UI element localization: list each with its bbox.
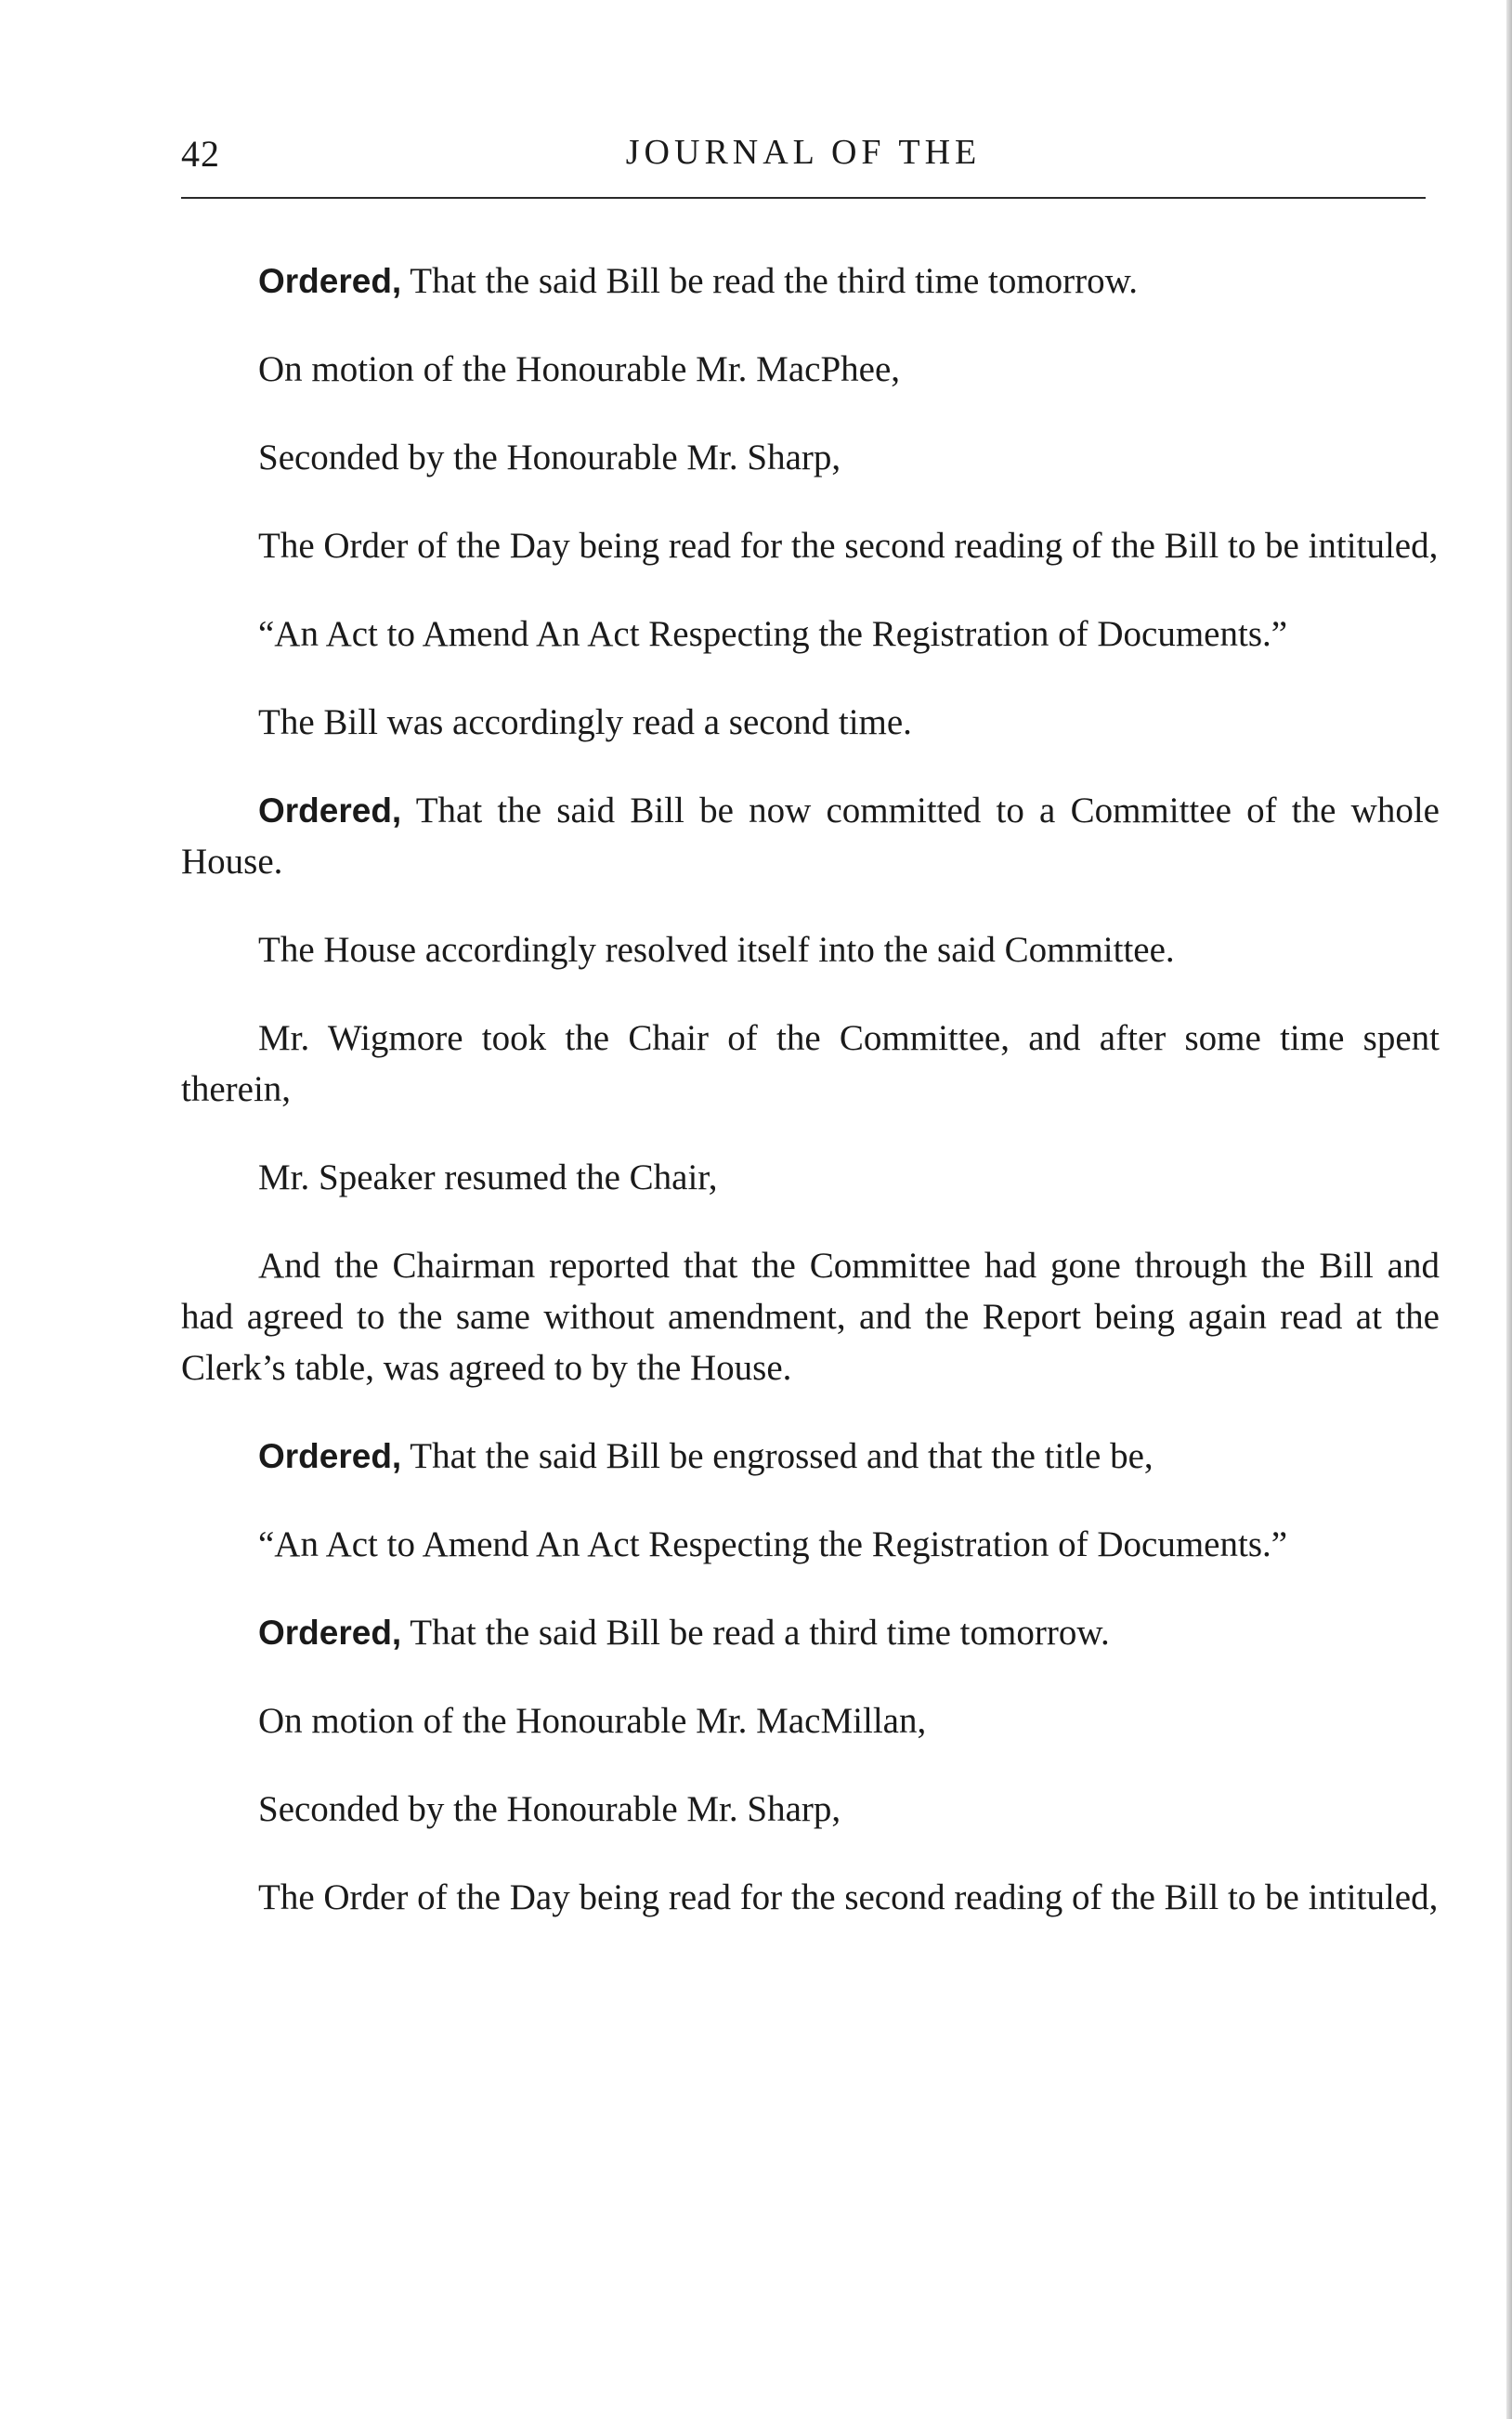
- paragraph-text: The House accordingly resolved itself into the said Committee.: [258, 930, 1175, 970]
- paragraph-text: That the said Bill be now committed to a Committee of the whole House.: [181, 791, 1440, 882]
- paragraph-bill-title: [181, 608, 1440, 660]
- paragraph-order-of-day: [181, 1872, 1440, 1923]
- paragraph-text: Seconded by the Honourable Mr. Sharp,: [258, 438, 841, 477]
- paragraph-motion: [181, 344, 1440, 395]
- paragraph-seconded: [181, 432, 1440, 483]
- paragraph-text: On motion of the Honourable Mr. MacMillan,: [258, 1701, 927, 1741]
- ordered-label: Ordered,: [258, 791, 402, 830]
- running-head: JOURNAL OF THE: [625, 133, 982, 172]
- paragraph-text: That the said Bill be engrossed and that the title be,: [410, 1436, 1154, 1476]
- paragraph-ordered-third-reading: [181, 255, 1440, 307]
- paragraph-text: That the said Bill be read the third time tomorrow.: [410, 261, 1139, 301]
- paragraph-text: “An Act to Amend An Act Respecting the Registration of Documents.”: [258, 614, 1288, 654]
- paragraph-text: The Order of the Day being read for the second reading of the Bill to be intituled,: [258, 526, 1439, 566]
- paragraph-text: That the said Bill be read a third time tomorrow.: [410, 1613, 1110, 1653]
- paragraph-text: The Bill was accordingly read a second time.: [258, 702, 912, 742]
- paragraph-chair-taken: [181, 1013, 1440, 1115]
- paragraph-house-resolved: [181, 924, 1440, 975]
- paragraph-chairman-report: [181, 1240, 1440, 1393]
- paragraph-text: And the Chairman reported that the Committee had gone through the Bill and had agreed to the same without amendment, and the Report being again read at the Clerk’s table, was agreed to by the House.: [181, 1246, 1440, 1388]
- paragraph-text: Mr. Wigmore took the Chair of the Committee, and after some time spent therein,: [181, 1018, 1440, 1109]
- paragraph-text: On motion of the Honourable Mr. MacPhee,: [258, 349, 901, 389]
- paragraph-order-of-day: [181, 520, 1440, 571]
- page-edge-shadow: [1506, 0, 1512, 2419]
- paragraph-second-reading: [181, 697, 1440, 748]
- header-rule: [181, 197, 1426, 199]
- paragraph-speaker-resumed: [181, 1152, 1440, 1203]
- paragraph-text: Mr. Speaker resumed the Chair,: [258, 1157, 718, 1197]
- ordered-label: Ordered,: [258, 1614, 402, 1652]
- paragraph-bill-title: [181, 1519, 1440, 1570]
- journal-body: [181, 255, 1440, 1960]
- page-number: 42: [181, 133, 220, 175]
- paragraph-ordered-third-reading: [181, 1607, 1440, 1658]
- ordered-label: Ordered,: [258, 262, 402, 300]
- paragraph-text: Seconded by the Honourable Mr. Sharp,: [258, 1789, 841, 1829]
- paragraph-seconded: [181, 1784, 1440, 1835]
- paragraph-motion: [181, 1695, 1440, 1746]
- paragraph-text: The Order of the Day being read for the second reading of the Bill to be intituled,: [258, 1877, 1439, 1917]
- page-header: [181, 132, 1426, 188]
- paragraph-text: “An Act to Amend An Act Respecting the Registration of Documents.”: [258, 1524, 1288, 1564]
- paragraph-ordered-committed: [181, 785, 1440, 887]
- paragraph-ordered-engrossed: [181, 1431, 1440, 1482]
- ordered-label: Ordered,: [258, 1437, 402, 1475]
